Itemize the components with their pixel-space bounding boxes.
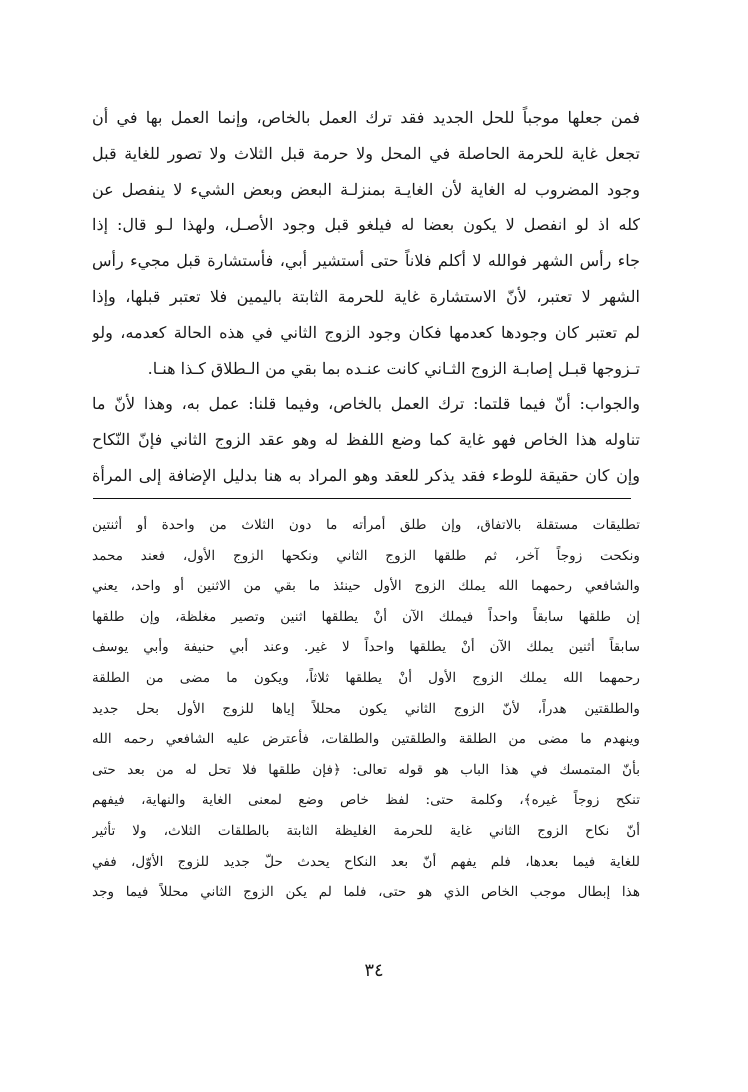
footnote-line: أنّ نكاح الزوج الثاني غاية للحرمة الغليظة الثابتة بالطلقات الثلاث، ولا تأثير xyxy=(92,822,640,839)
main-text-block xyxy=(92,100,640,494)
footnote-line: إن طلقها سابقاً واحداً فيملك الآن أنْ يطلقها اثنين وتصير مغلظة، وإن طلقها xyxy=(92,608,640,625)
main-text-line: الشهر لا تعتبر، لأنّ الاستشارة غاية للحرمة الثابتة باليمين فلا تعتبر قبلها، وإذا xyxy=(92,286,640,306)
footnote-block xyxy=(92,510,640,908)
main-text-line: وجود المضروب له الغاية لأن الغايـة بمنزلـة البعض وبعض الشيء لا ينفصل عن xyxy=(92,179,640,199)
footnote-line: رحمهما الله يملك الزوج الأول أنْ يطلقها ثلاثاً، ويكون ما مضى من الطلقة xyxy=(92,669,640,686)
footnote-divider xyxy=(93,498,631,499)
main-text-line: تناوله هذا الخاص فهو غاية كما وضع اللفظ له وهو عقد الزوج الثاني فإنّ النّكاح xyxy=(92,430,640,450)
footnote-line: للغاية فيما بعدها، فلم يفهم أنّ بعد النكاح يحدث حلّ جديد للزوج الأوّل، ففي xyxy=(92,853,640,870)
main-text-line: فمن جعلها موجباً للحل الجديد فقد ترك العمل بالخاص، وإنما العمل بها في أن xyxy=(92,108,640,127)
main-text-line: لم تعتبر كان وجودها كعدمها فكان وجود الزوج الثاني في هذه الحالة كعدمه، ولو xyxy=(92,322,640,342)
footnote-line: بأنّ المتمسك في هذا الباب هو قوله تعالى: ﴿فإن طلقها فلا تحل له من بعد حتى xyxy=(92,761,640,778)
main-text-line: وإن كان حقيقة للوطء فقد يذكر للعقد وهو المراد به هنا بدليل الإضافة إلى المرأة xyxy=(92,465,640,485)
footnote-line: وينهدم ما مضى من الطلقة والطلقتين والطلقات، فأعترض عليه الشافعي رحمه الله xyxy=(92,731,640,748)
footnote-line: سابقاً أثنين يملك الآن أنْ يطلقها واحداً لا غير. وعند أبي حنيفة وأبي يوسف xyxy=(92,639,640,656)
footnote-line: تطليقات مستقلة بالاتفاق، وإن طلق أمرأته ما دون الثلاث من واحدة أو أثنتين xyxy=(92,517,640,533)
main-text-line: تـزوجها قبـل إصابـة الزوج الثـاني كانت عنـده بما بقي من الـطلاق كـذا هنـا. xyxy=(147,358,640,378)
main-text-line: كله اذ لو انفصل لا يكون بعضا له فيلغو قبل وجود الأصـل، ولهذا لـو قال: إذا xyxy=(92,215,640,235)
footnote-line: والطلقتين هدراً، لأنّ الزوج الثاني يكون محللاً إياها للزوج الأول بحل جديد xyxy=(92,700,640,717)
page-number: ٣٤ xyxy=(364,960,384,981)
footnote-line: تنكح زوجاً غيره﴾، وكلمة حتى: لفظ خاص وضع لمعنى الغاية والنهاية، فيفهم xyxy=(92,792,640,809)
main-text-line: تجعل غاية للحرمة الحاصلة في المحل ولا حرمة قبل الثلاث ولا تصور للغاية قبل xyxy=(92,143,640,163)
main-text-line: جاء رأس الشهر فوالله لا أكلم فلاناً حتى أستشير أبي، فأستشارة قبل مجيء رأس xyxy=(92,251,640,271)
footnote-line: هذا إبطال موجب الخاص الذي هو حتى، فلما لم يكن الزوج الثاني محللاً فيما وجد xyxy=(92,884,640,901)
footnote-line: ونكحت زوجاً آخر، ثم طلقها الزوج الثاني ونكحها الزوج الأول، فعند محمد xyxy=(92,547,640,564)
main-text-line: والجواب: أنّ فيما قلتما: ترك العمل بالخاص، وفيما قلنا: عمل به، وهذا لأنّ ما xyxy=(92,394,640,414)
footnote-line: والشافعي رحمهما الله يملك الزوج الأول حينئذ ما بقي من الاثنين أو واحد، يعني xyxy=(92,578,640,595)
